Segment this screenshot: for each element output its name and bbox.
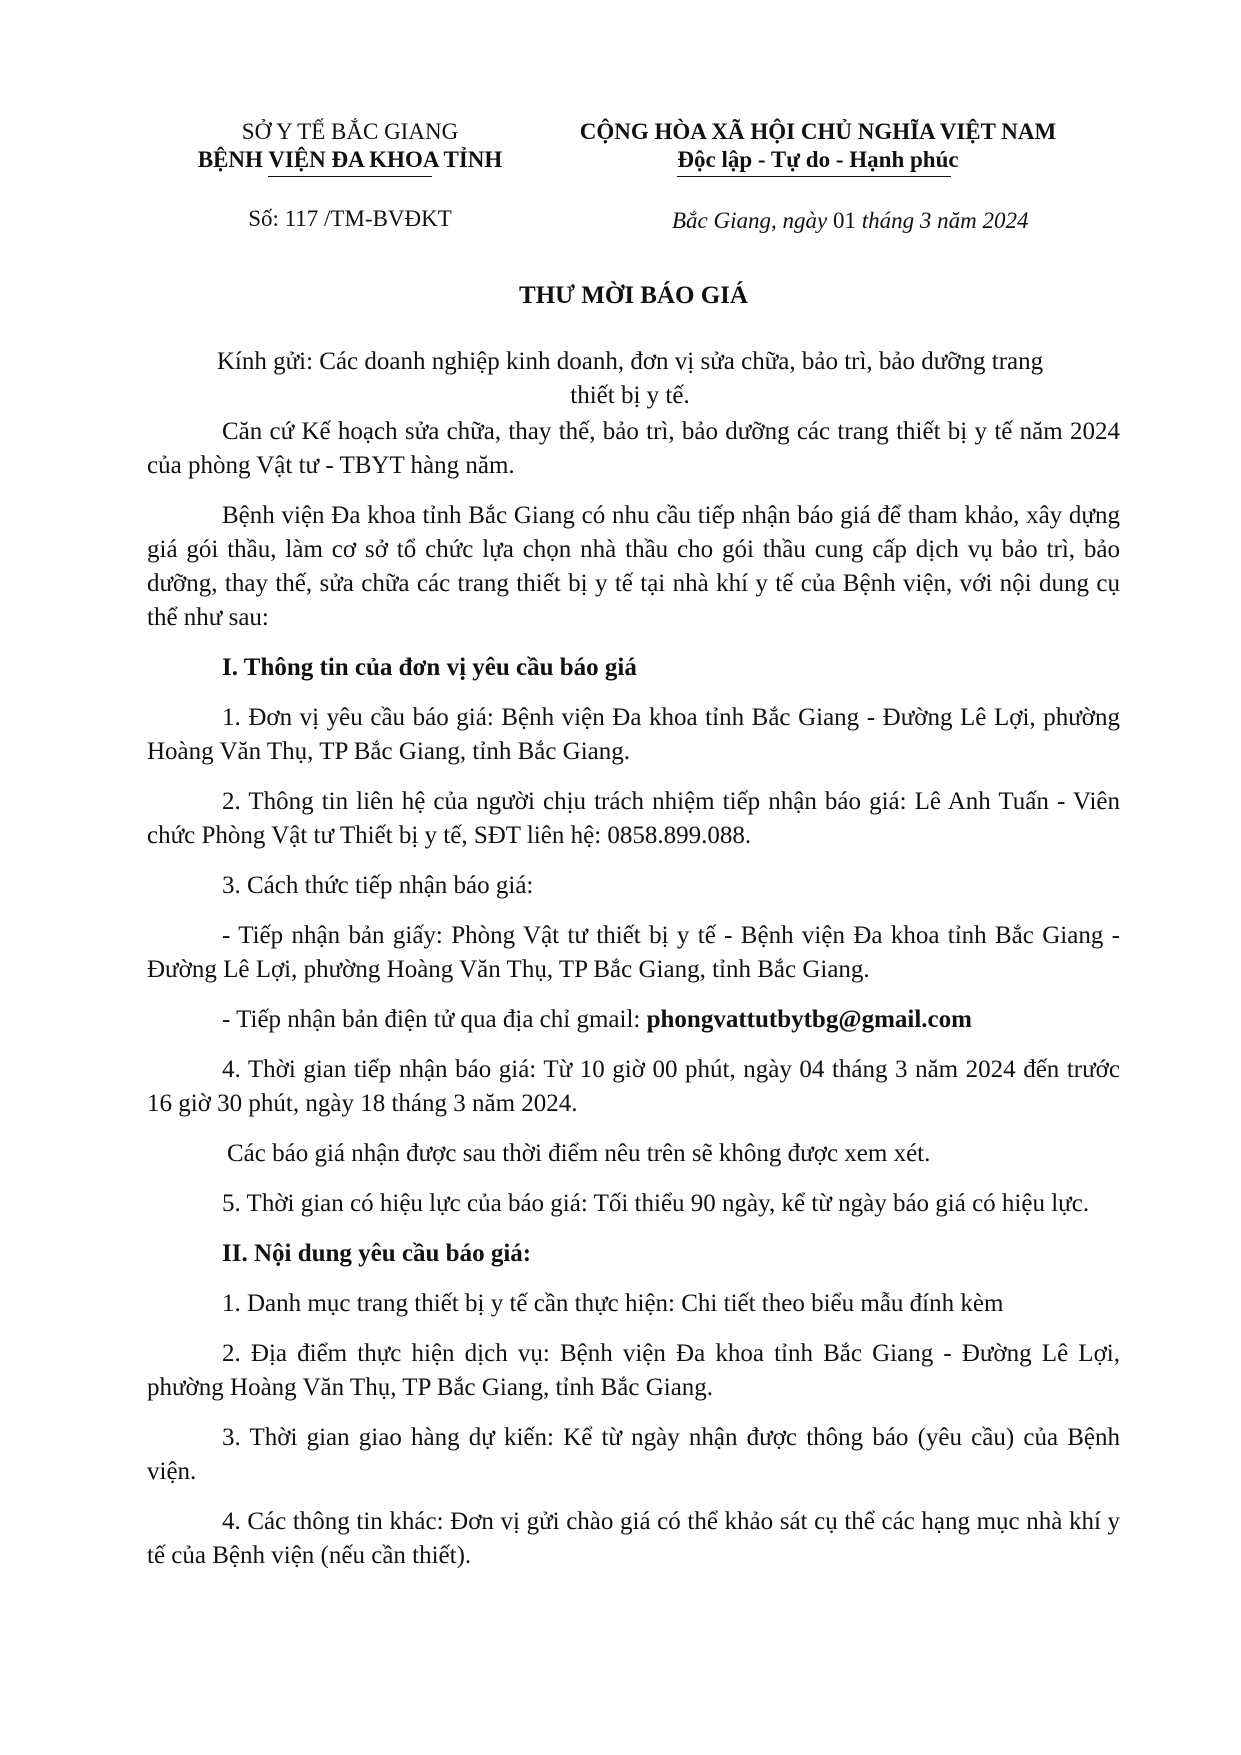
section-1-item-4: 4. Thời gian tiếp nhận báo giá: Từ 10 giờ 00 phút, ngày 04 tháng 3 năm 2024 đến trước 16 giờ 30 phút, ngày 18 tháng 3 năm 2024.: [147, 1056, 1120, 1117]
section-1-item-2: 2. Thông tin liên hệ của người chịu trách nhiệm tiếp nhận báo giá: Lê Anh Tuấn - Viên chức Phòng Vật tư Thiết bị y tế, SĐT liên hệ: 0858.899.088.: [147, 788, 1120, 849]
recipient-line-2: thiết bị y tế.: [570, 382, 690, 409]
date-day: 01: [832, 208, 856, 233]
agency-name: SỞ Y TẾ BẮC GIANG: [241, 119, 459, 144]
document-body: [147, 415, 1120, 1573]
section-1-heading: I. Thông tin của đơn vị yêu cầu báo giá: [222, 654, 637, 681]
national-title: CỘNG HÒA XÃ HỘI CHỦ NGHĨA VIỆT NAM: [579, 119, 1057, 144]
document-number: Số: 117 /TM-BVĐKT: [248, 206, 452, 231]
section-2-item-2: 2. Địa điểm thực hiện dịch vụ: Bệnh viện Đa khoa tỉnh Bắc Giang - Đường Lê Lợi, phường Hoàng Văn Thụ, TP Bắc Giang, tỉnh Bắc Giang.: [147, 1340, 1120, 1401]
section-2-item-4: 4. Các thông tin khác: Đơn vị gửi chào giá có thể khảo sát cụ thể các hạng mục nhà khí y tế của Bệnh viện (nếu cần thiết).: [147, 1508, 1120, 1569]
section-1-item-1: 1. Đơn vị yêu cầu báo giá: Bệnh viện Đa khoa tỉnh Bắc Giang - Đường Lê Lợi, phường Hoàng Văn Thụ, TP Bắc Giang, tỉnh Bắc Giang.: [147, 704, 1120, 765]
recipient-line-1: Kính gửi: Các doanh nghiệp kinh doanh, đơn vị sửa chữa, bảo trì, bảo dưỡng trang: [216, 348, 1044, 375]
request-paragraph: Bệnh viện Đa khoa tỉnh Bắc Giang có nhu cầu tiếp nhận báo giá để tham khảo, xây dựng giá gói thầu, làm cơ sở tổ chức lựa chọn nhà thầu cho gói thầu cung cấp dịch vụ bảo trì, bảo dưỡng, thay thế, sửa chữa các trang thiết bị y tế tại nhà khí y tế của Bệnh viện, với nội dung cụ thể như sau:: [147, 502, 1120, 631]
section-2-heading: II. Nội dung yêu cầu báo giá:: [222, 1240, 532, 1267]
national-motto: Độc lập - Tự do - Hạnh phúc: [677, 147, 959, 172]
section-1-item-5: 5. Thời gian có hiệu lực của báo giá: Tối thiểu 90 ngày, kể từ ngày báo giá có hiệu lực.: [222, 1190, 1090, 1217]
header-right-rule: [677, 176, 951, 177]
place-date-prefix: Bắc Giang, ngày: [672, 208, 828, 233]
contact-email: phongvattutbytbg@gmail.com: [646, 1006, 972, 1033]
section-1-item-3b: [147, 1003, 1120, 1037]
header-left-rule: [268, 176, 432, 177]
email-label: - Tiếp nhận bản điện tử qua địa chỉ gmail:: [222, 1006, 647, 1033]
section-2-item-1: 1. Danh mục trang thiết bị y tế cần thực hiện: Chi tiết theo biểu mẫu đính kèm: [222, 1290, 1004, 1317]
place-date: [672, 207, 1028, 235]
section-1-item-3: 3. Cách thức tiếp nhận báo giá:: [222, 872, 534, 899]
section-1-item-3a: - Tiếp nhận bản giấy: Phòng Vật tư thiết bị y tế - Bệnh viện Đa khoa tỉnh Bắc Giang - Đường Lê Lợi, phường Hoàng Văn Thụ, TP Bắc Giang, tỉnh Bắc Giang.: [147, 922, 1120, 983]
document-title: THƯ MỜI BÁO GIÁ: [519, 282, 748, 309]
recipient: [140, 345, 1120, 413]
section-1-item-4-note: Các báo giá nhận được sau thời điểm nêu trên sẽ không được xem xét.: [227, 1140, 931, 1167]
date-rest: tháng 3 năm 2024: [861, 208, 1029, 233]
section-2-item-3: 3. Thời gian giao hàng dự kiến: Kể từ ngày nhận được thông báo (yêu cầu) của Bệnh viện.: [147, 1424, 1120, 1485]
hospital-name: BỆNH VIỆN ĐA KHOA TỈNH: [197, 147, 503, 172]
basis-paragraph: Căn cứ Kế hoạch sửa chữa, thay thế, bảo trì, bảo dưỡng các trang thiết bị y tế năm 2024 của phòng Vật tư - TBYT hàng năm.: [147, 418, 1120, 479]
